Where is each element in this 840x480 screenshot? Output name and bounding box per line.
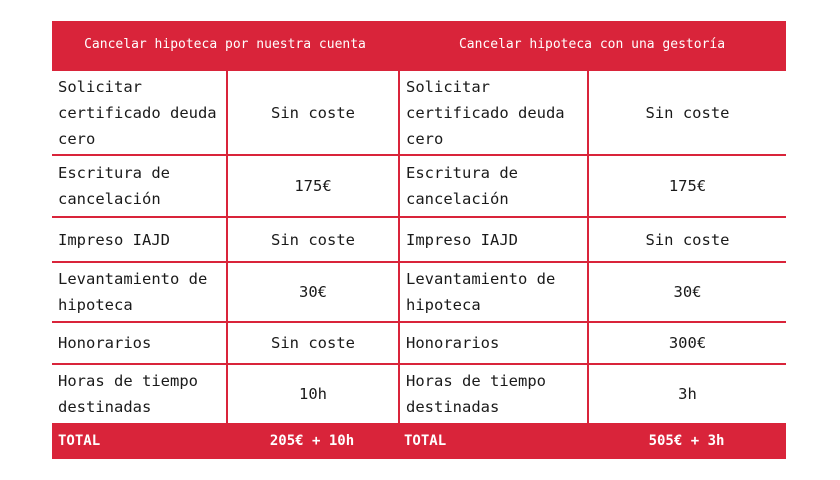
row-label: Levantamiento de hipoteca xyxy=(398,261,587,321)
header-agency: Cancelar hipoteca con una gestoría xyxy=(398,21,786,69)
row-value: Sin coste xyxy=(226,321,398,363)
row-value: 30€ xyxy=(226,261,398,321)
row-value: 175€ xyxy=(226,154,398,216)
row-value: 30€ xyxy=(587,261,786,321)
row-value: 300€ xyxy=(587,321,786,363)
row-label: Solicitar certificado deuda cero xyxy=(398,69,587,154)
row-label: Escritura de cancelación xyxy=(52,154,226,216)
row-value: Sin coste xyxy=(226,69,398,154)
row-label: Levantamiento de hipoteca xyxy=(52,261,226,321)
row-value: Sin coste xyxy=(587,216,786,261)
row-label: Impreso IAJD xyxy=(398,216,587,261)
row-label: Solicitar certificado deuda cero xyxy=(52,69,226,154)
row-label: Escritura de cancelación xyxy=(398,154,587,216)
total-value-agency: 505€ + 3h xyxy=(587,423,786,459)
total-label-own: TOTAL xyxy=(52,423,226,459)
row-label: Horas de tiempo destinadas xyxy=(52,363,226,423)
row-value: 175€ xyxy=(587,154,786,216)
row-label: Honorarios xyxy=(398,321,587,363)
total-label-agency: TOTAL xyxy=(398,423,587,459)
row-label: Honorarios xyxy=(52,321,226,363)
row-value: 10h xyxy=(226,363,398,423)
row-label: Horas de tiempo destinadas xyxy=(398,363,587,423)
total-value-own: 205€ + 10h xyxy=(226,423,398,459)
comparison-table xyxy=(52,21,786,459)
header-own-account: Cancelar hipoteca por nuestra cuenta xyxy=(52,21,398,69)
row-label: Impreso IAJD xyxy=(52,216,226,261)
row-value: 3h xyxy=(587,363,786,423)
row-value: Sin coste xyxy=(587,69,786,154)
row-value: Sin coste xyxy=(226,216,398,261)
